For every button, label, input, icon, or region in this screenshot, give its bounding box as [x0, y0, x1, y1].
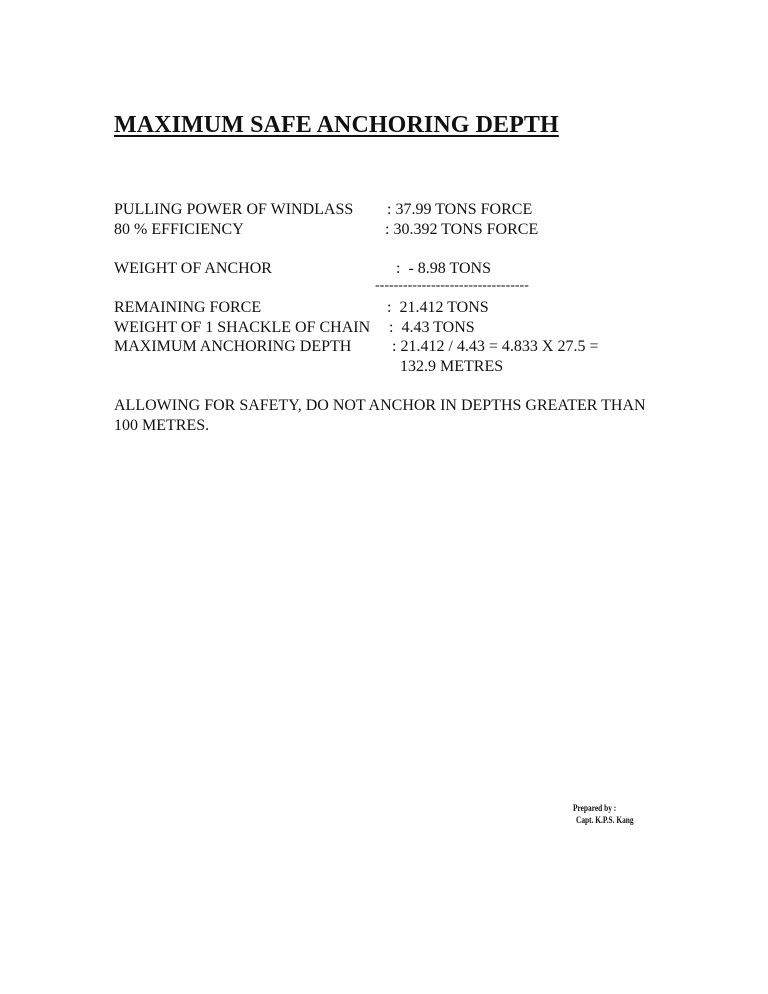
row-label-pulling-power: PULLING POWER OF WINDLASS: [114, 201, 354, 218]
row-value-efficiency: : 30.392 TONS FORCE: [385, 221, 539, 238]
row-value-pulling-power: : 37.99 TONS FORCE: [387, 201, 533, 218]
safety-note: ALLOWING FOR SAFETY, DO NOT ANCHOR IN DEPTHS GREATER THAN 100 METRES.: [114, 397, 646, 434]
row-value-shackle-weight: : 4.43 TONS: [389, 319, 475, 336]
row-label-remaining-force: REMAINING FORCE: [114, 299, 262, 316]
row-value-anchor-weight: : - 8.98 TONS: [396, 260, 491, 277]
row-label-shackle-weight: WEIGHT OF 1 SHACKLE OF CHAIN: [114, 319, 371, 336]
row-value-max-depth-result: 132.9 METRES: [400, 358, 504, 375]
row-value-max-depth: : 21.412 / 4.43 = 4.833 X 27.5 =: [392, 338, 599, 355]
row-label-efficiency: 80 % EFFICIENCY: [114, 221, 244, 238]
document-title: MAXIMUM SAFE ANCHORING DEPTH: [114, 112, 559, 138]
row-label-max-depth: MAXIMUM ANCHORING DEPTH: [114, 338, 352, 355]
row-label-anchor-weight: WEIGHT OF ANCHOR: [114, 260, 272, 277]
subtraction-separator: ---------------------------------: [375, 278, 529, 293]
prepared-by-name: Capt. K.P.S. Kang: [576, 815, 634, 825]
prepared-by-label: Prepared by :: [573, 803, 617, 813]
row-value-remaining-force: : 21.412 TONS: [387, 299, 489, 316]
